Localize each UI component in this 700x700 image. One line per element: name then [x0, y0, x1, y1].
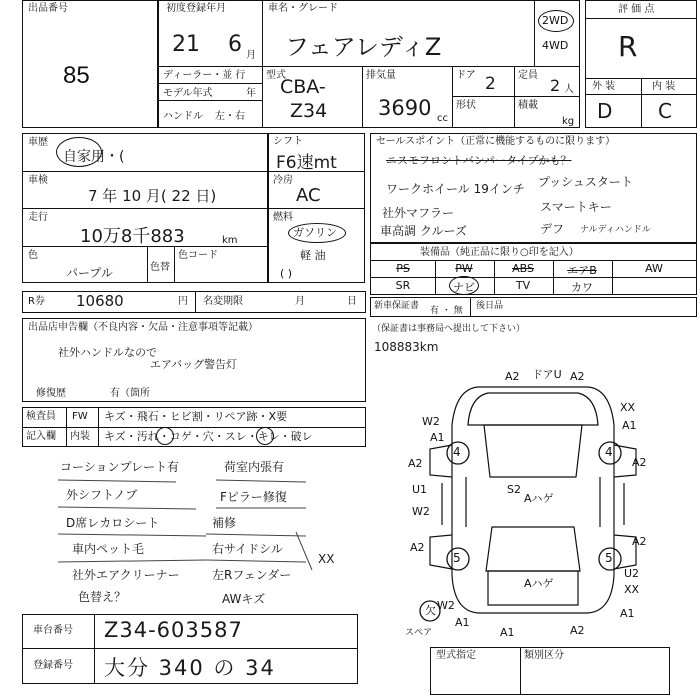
- declaration-line-2: エアバッグ警告灯: [150, 358, 238, 371]
- shift-value: F6速mt: [276, 153, 337, 173]
- mark-u1-left: U1: [412, 483, 428, 496]
- tire-fl: 4: [453, 445, 461, 459]
- capacity-unit: 人: [564, 84, 574, 95]
- warranty-note: （保証書は事務局へ提出して下さい）: [372, 324, 526, 334]
- note-row-2-left: 外シフトノブ: [66, 488, 138, 502]
- note-row-5-right: 左Rフェンダー: [212, 568, 292, 582]
- displacement-value: 3690: [378, 96, 432, 120]
- scuff-circle: [256, 427, 274, 445]
- inspector-label: 検査員: [26, 411, 56, 422]
- car-name: フェアレディZ: [285, 33, 442, 61]
- equip-aw: AW: [645, 262, 663, 275]
- equip-abs: ABS: [512, 262, 534, 275]
- mark-a1-rl: A1: [455, 616, 470, 629]
- exterior-grade: D: [597, 99, 613, 123]
- mark-u2-rr: U2: [624, 567, 640, 580]
- shaken-label: 車検: [28, 175, 48, 186]
- declaration-line-1: 社外ハンドルなので: [58, 346, 157, 359]
- name-change-month: 月: [295, 296, 305, 307]
- mileage-unit: km: [222, 235, 238, 246]
- mark-a1-fl: A1: [430, 431, 445, 444]
- sales-point-1: ワークホイール 19インチ: [386, 182, 525, 196]
- equip-pw: PW: [455, 262, 473, 275]
- mark-a2-right-rear: A2: [632, 535, 647, 548]
- registration-label: 登録番号: [33, 660, 73, 671]
- shift-label: シフト: [273, 136, 303, 147]
- interior-label: 内 装: [652, 81, 676, 92]
- equipment-title: 装備品（純正品に限り○印を記入）: [420, 247, 579, 258]
- registration-value: 大分 340 の 34: [104, 656, 276, 680]
- fuel-other: ( ): [280, 267, 293, 280]
- history-value: 自家用・(: [63, 149, 125, 165]
- lot-label: 出品番号: [28, 3, 68, 14]
- declaration-label: 出品店申告欄（不良内容・欠品・注意事項等記載）: [28, 322, 258, 333]
- sales-point-4: スマートキー: [540, 200, 612, 214]
- sales-label: セールスポイント（正常に機能するものに限ります）: [376, 136, 616, 147]
- spare-circle-mark: 欠: [425, 604, 436, 617]
- recycle-label: R券: [28, 296, 45, 307]
- mark-xx-rr: XX: [624, 583, 640, 596]
- tire-rl: 5: [453, 551, 461, 565]
- note-row-6-left: 色替え？: [78, 590, 127, 604]
- model-year-label: モデル年式: [163, 88, 213, 99]
- ac-value: AC: [296, 185, 321, 206]
- header-main-box: [158, 0, 580, 128]
- note-row-1-right: 荷室内張有: [224, 460, 285, 474]
- drive-4wd: 4WD: [542, 39, 569, 52]
- car-name-label: 車名・グレード: [268, 3, 338, 14]
- mark-a2-right: A2: [632, 456, 647, 469]
- load-label: 積載: [518, 100, 538, 111]
- displacement-unit: cc: [437, 113, 448, 124]
- chassis-value: Z34-603587: [104, 618, 243, 642]
- mark-w2-rl: W2: [437, 599, 455, 612]
- mileage-note: 108883km: [374, 340, 439, 354]
- history-label: 車歴: [28, 137, 48, 148]
- type-value-2: Z34: [290, 100, 328, 122]
- mark-front-a2: A2: [505, 370, 520, 383]
- color-label: 色: [28, 250, 38, 261]
- mark-a2-rear: A2: [570, 624, 585, 637]
- spare-label: スペア: [405, 628, 433, 638]
- fuel-gasoline: ガソリン: [293, 226, 337, 239]
- equip-tv: TV: [515, 279, 531, 292]
- writer-label: 記入欄: [26, 431, 56, 442]
- class-label: 類別区分: [524, 650, 564, 661]
- type-value-1: CBA-: [280, 76, 326, 98]
- recolor-label: 色替: [150, 262, 170, 273]
- reg-month-unit: 月: [246, 50, 256, 61]
- mark-a-hage-trunk: Aハゲ: [524, 577, 554, 590]
- equip-leather: カワ: [571, 281, 593, 294]
- displacement-label: 排気量: [366, 70, 396, 81]
- interior-inspect-label: 内装: [70, 431, 90, 442]
- lot-number: 85: [63, 62, 90, 89]
- mark-front-door: ドアU: [532, 368, 562, 381]
- tire-rr: 5: [605, 551, 613, 565]
- equip-navi: ナビ: [453, 281, 475, 294]
- dealer-label: ディーラー・並 行: [163, 70, 246, 81]
- note-lines: [56, 470, 316, 590]
- mark-a-hage-roof: Aハゲ: [524, 492, 554, 505]
- warranty-value: 有 ・ 無: [430, 306, 463, 316]
- color-code-label: 色コード: [178, 250, 218, 261]
- evaluation-label: 評 価 点: [618, 4, 655, 15]
- warranty-box: [370, 297, 697, 317]
- shaken-value: 7 年 10 月( 22 日): [88, 187, 217, 205]
- reg-month: 6: [228, 32, 242, 57]
- note-row-2-right: Fピラー修復: [220, 490, 287, 504]
- recycle-value: 10680: [76, 292, 124, 310]
- sales-point-5: 車高調 クルーズ: [380, 224, 467, 238]
- equip-ps: PS: [396, 262, 410, 275]
- mark-a2-left-rear: A2: [410, 541, 425, 554]
- load-unit: kg: [562, 116, 575, 127]
- mileage-value: 10万8千883: [80, 226, 185, 247]
- mark-a1-rear: A1: [500, 626, 515, 639]
- interior-items: キズ・汚れ・コゲ・穴・スレ・キレ・破レ: [104, 430, 313, 443]
- shape-label: 形状: [456, 100, 476, 111]
- model-year-unit: 年: [246, 88, 256, 99]
- mark-a2-left: A2: [408, 457, 423, 470]
- mark-a1-fr: A1: [622, 419, 637, 432]
- capacity-value: 2: [550, 76, 561, 95]
- note-row-4-right: 右サイドシル: [212, 542, 283, 556]
- fuel-label: 燃料: [273, 212, 293, 223]
- manual-label: 後日品: [476, 301, 504, 311]
- sales-strike-line: ニスモフロントバンパータイプかも？: [386, 154, 572, 167]
- sales-point-2: プッシュスタート: [538, 175, 633, 189]
- note-row-3-left: D席レカロシート: [66, 516, 160, 530]
- type-approval-label: 型式指定: [436, 650, 476, 661]
- fuel-diesel: 軽 油: [300, 249, 326, 262]
- mark-front-a2b: A2: [570, 370, 585, 383]
- fw-items: キズ・飛石・ヒビ割・リペア跡・X要: [104, 410, 288, 423]
- note-xx-mark: XX: [318, 552, 335, 566]
- mark-a1-rr: A1: [620, 607, 635, 620]
- lot-box: [22, 0, 158, 128]
- repair-history-value: 有（箇所: [110, 388, 150, 399]
- repair-history-label: 修復歴: [36, 388, 66, 399]
- sales-point-6: デフ: [540, 222, 565, 236]
- handle-label: ハンドル: [163, 111, 203, 122]
- mark-w2-fl: W2: [422, 415, 440, 428]
- interior-grade: C: [658, 99, 672, 123]
- note-row-1-left: コーションプレート有: [60, 460, 180, 474]
- drive-2wd: 2WD: [542, 14, 569, 27]
- recycle-unit: 円: [178, 296, 188, 307]
- reg-year: 21: [172, 32, 200, 57]
- name-change-day: 日: [347, 296, 357, 307]
- note-row-3-right: 補修: [212, 516, 237, 530]
- equip-airbag: エアB: [567, 264, 597, 277]
- note-row-5-left: 社外エアクリーナー: [72, 568, 180, 582]
- mileage-label: 走行: [28, 212, 48, 223]
- recycle-box: [22, 291, 366, 313]
- sales-point-7: ナルディハンドル: [580, 225, 651, 235]
- door-label: ドア: [456, 70, 476, 81]
- ac-label: 冷房: [273, 175, 293, 186]
- equip-sr: SR: [395, 279, 411, 292]
- chassis-label: 車台番号: [33, 625, 73, 636]
- color-value: パープル: [66, 266, 113, 280]
- mark-xx-fr: XX: [620, 401, 636, 414]
- note-row-6-right: AWキズ: [222, 592, 266, 606]
- sales-point-3: 社外マフラー: [382, 206, 455, 220]
- evaluation-score: R: [618, 30, 638, 63]
- type-label: 型式: [266, 70, 286, 81]
- exterior-label: 外 装: [592, 81, 616, 92]
- tire-fr: 4: [605, 445, 613, 459]
- mark-s2-roof: S2: [507, 483, 521, 496]
- warranty-label: 新車保証書: [374, 301, 420, 311]
- door-value: 2: [485, 74, 496, 94]
- reg-date-label: 初度登録年月: [166, 3, 226, 14]
- capacity-label: 定員: [518, 70, 538, 81]
- note-row-4-left: 車内ペット毛: [72, 542, 145, 556]
- fw-label: FW: [72, 411, 88, 422]
- mark-w2-left: W2: [412, 505, 430, 518]
- handle-options: 左・右: [215, 111, 245, 122]
- name-change-label: 名変期限: [203, 296, 243, 307]
- stain-circle: [156, 427, 174, 445]
